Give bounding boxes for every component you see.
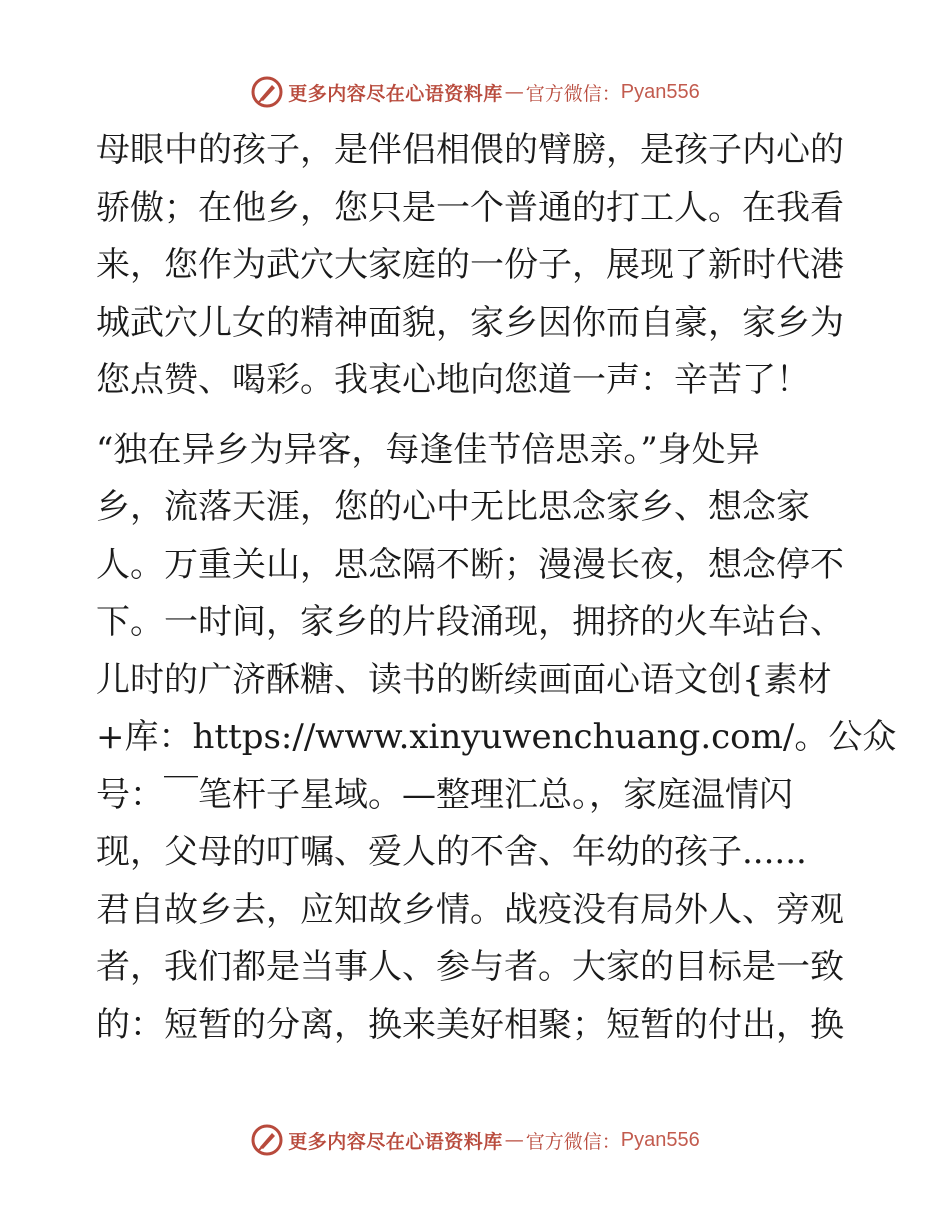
banner-brand: 更多内容尽在心语资料库 — [288, 1130, 503, 1153]
text-line: “独在异乡为异客，每逢佳节倍思亲。”身处异 — [96, 429, 760, 470]
text-line: 君自故乡去，应知故乡情。战疫没有局外人、旁观 — [96, 889, 844, 930]
paragraph-2 — [96, 422, 897, 1055]
text-line: 来，您作为武穴大家庭的一份子，展现了新时代港 — [96, 245, 844, 285]
text-line: 下。一时间，家乡的片段涌现，拥挤的火车站台、 — [96, 602, 844, 642]
banner-separator: — — [504, 81, 524, 103]
text-line: 现，父母的叮嘱、爱人的不舍、年幼的孩子...... — [96, 832, 807, 872]
quill-logo-icon — [250, 75, 284, 109]
text-line: 号：￣笔杆子星域。—整理汇总。，家庭温情闪 — [96, 774, 793, 815]
banner-wechat-label: 官方微信： — [525, 1130, 621, 1153]
banner-separator: — — [504, 1129, 524, 1151]
text-line: 城武穴儿女的精神面貌，家乡因你而自豪，家乡为 — [96, 302, 844, 343]
text-line: 乡，流落天涯，您的心中无比思念家乡、想念家 — [96, 487, 810, 527]
banner-brand: 更多内容尽在心语资料库 — [288, 82, 503, 105]
footer-banner — [0, 1120, 950, 1160]
header-banner — [0, 72, 950, 112]
text-line: 人。万重关山，思念隔不断；漫漫长夜，想念停不 — [96, 544, 844, 585]
quill-logo-icon — [250, 1123, 284, 1157]
banner-wechat-id: Pyan556 — [620, 1128, 700, 1151]
text-line: 的：短暂的分离，换来美好相聚；短暂的付出，换 — [96, 1004, 844, 1045]
banner-wechat-id: Pyan556 — [620, 80, 700, 103]
paragraph-1 — [96, 122, 854, 410]
document-body — [96, 122, 897, 1054]
text-line: 母眼中的孩子，是伴侣相偎的臂膀，是孩子内心的 — [96, 130, 844, 170]
text-line: 者，我们都是当事人、参与者。大家的目标是一致 — [96, 947, 844, 987]
text-line: +库：https://www.xinyuwenchuang.com/。公众 — [96, 717, 897, 757]
text-line: 儿时的广济酥糖、读书的断续画面心语文创{素材 — [96, 659, 832, 700]
text-line: 您点赞、喝彩。我衷心地向您道一声：辛苦了！ — [96, 360, 810, 400]
text-line: 骄傲；在他乡，您只是一个普通的打工人。在我看 — [96, 187, 844, 228]
banner-wechat-label: 官方微信： — [525, 82, 621, 105]
paragraph-gap — [96, 410, 854, 422]
